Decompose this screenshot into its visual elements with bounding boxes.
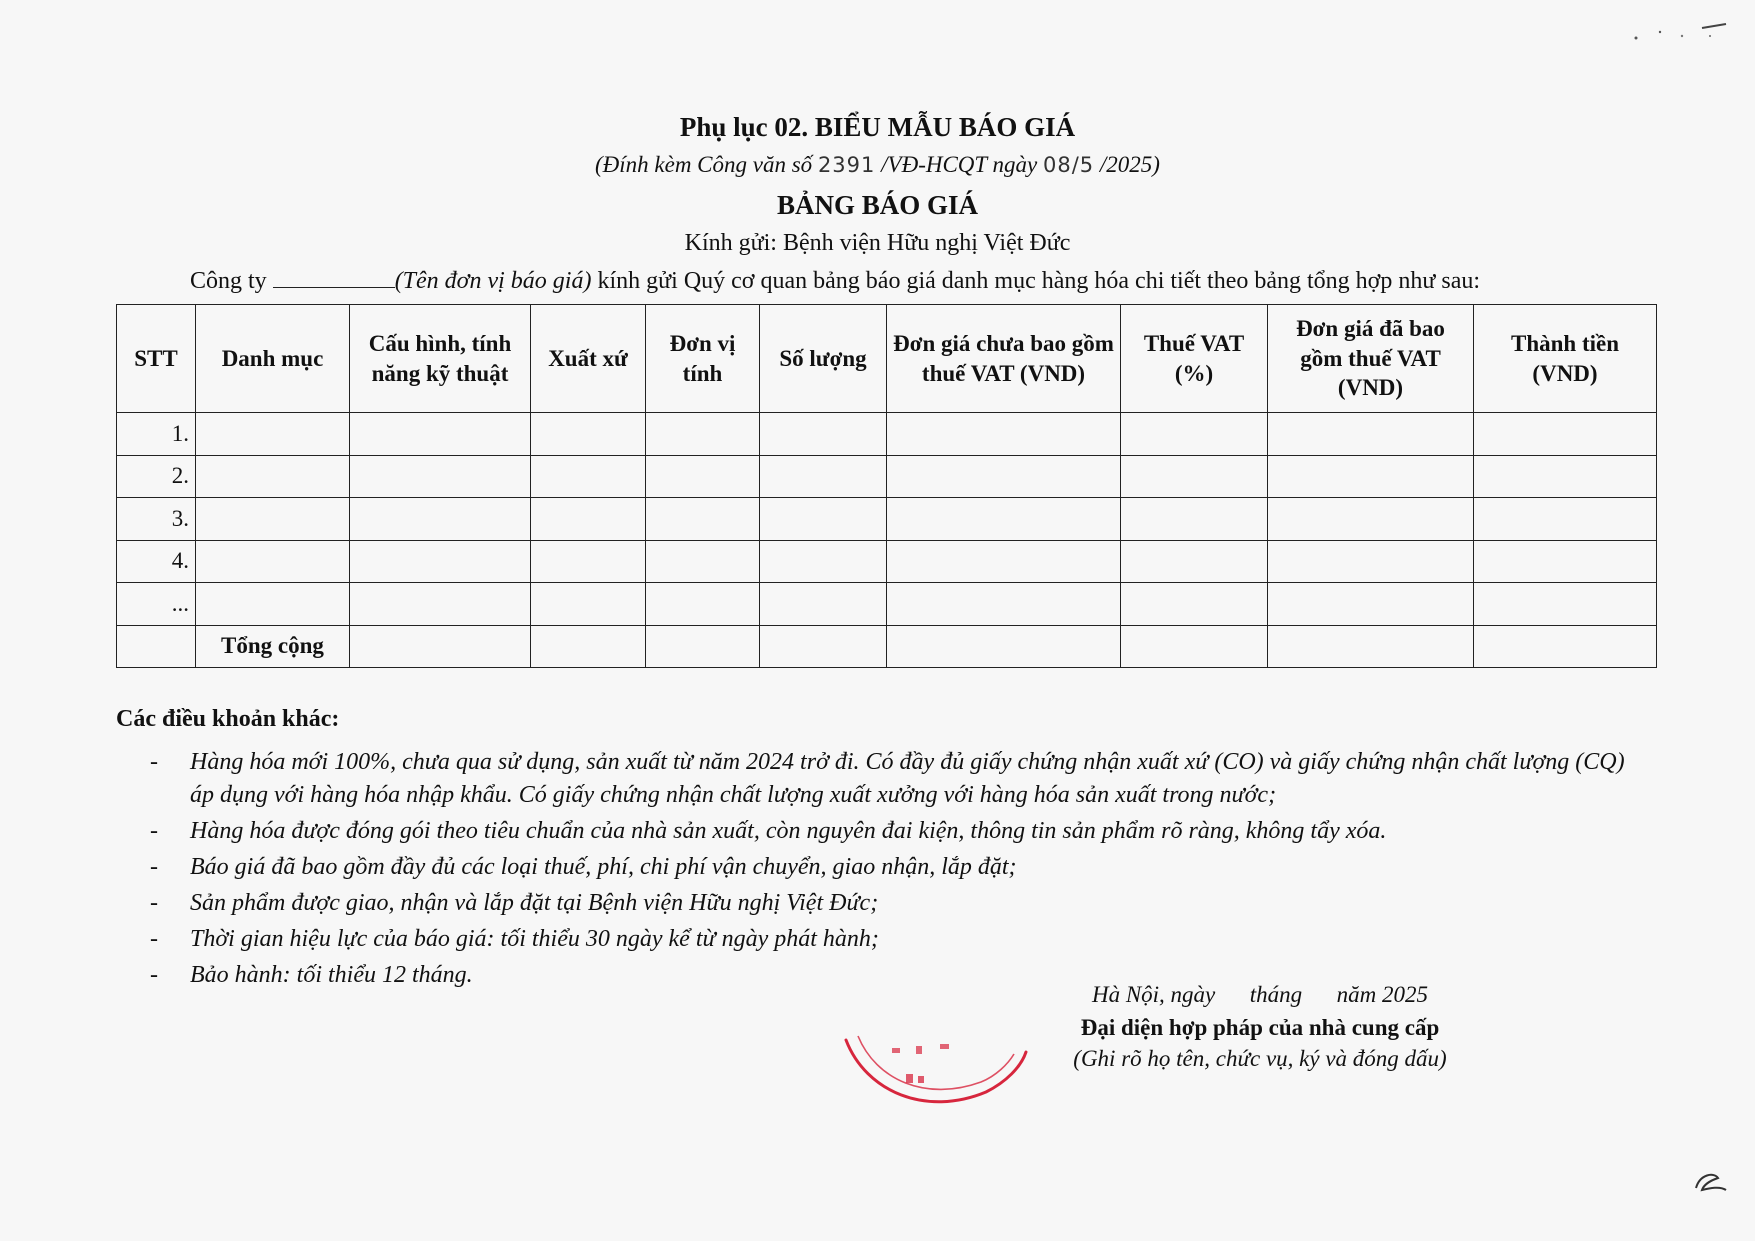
table-cell xyxy=(887,413,1121,456)
table-cell xyxy=(760,625,887,668)
table-cell xyxy=(350,583,531,626)
row-number: 2. xyxy=(117,455,196,498)
col-header: Đơn giá đã bao gồm thuế VAT (VND) xyxy=(1268,305,1474,413)
table-cell xyxy=(1474,498,1657,541)
table-cell xyxy=(760,413,887,456)
col-header: Thành tiền (VND) xyxy=(1474,305,1657,413)
table-total-row xyxy=(117,625,1657,668)
table-cell xyxy=(350,625,531,668)
table-cell xyxy=(196,413,350,456)
table-cell xyxy=(1474,455,1657,498)
term-text: Bảo hành: tối thiểu 12 tháng. xyxy=(190,962,473,988)
total-label: Tổng cộng xyxy=(196,625,350,668)
table-cell xyxy=(1121,455,1268,498)
table-cell xyxy=(117,625,196,668)
subtitle-middle: /VĐ-HCQT ngày xyxy=(875,152,1043,177)
subtitle-prefix: (Đính kèm Công văn số xyxy=(595,152,818,177)
table-row xyxy=(117,583,1657,626)
bullet-dash: - xyxy=(150,818,158,844)
col-header: STT xyxy=(117,305,196,413)
table-cell xyxy=(646,498,760,541)
table-cell xyxy=(1121,540,1268,583)
quote-table xyxy=(116,304,1657,668)
table-cell xyxy=(760,455,887,498)
list-item xyxy=(150,887,1640,920)
table-cell xyxy=(196,540,350,583)
table-cell xyxy=(887,583,1121,626)
document-title: Phụ lục 02. BIỂU MẪU BÁO GIÁ xyxy=(679,112,1076,142)
table-cell xyxy=(196,498,350,541)
table-cell xyxy=(760,540,887,583)
quote-heading: BẢNG BÁO GIÁ xyxy=(776,190,979,220)
list-item xyxy=(150,746,1640,812)
row-number: 1. xyxy=(117,413,196,456)
handwritten-doc-number: 2391 xyxy=(817,153,876,177)
table-cell xyxy=(350,498,531,541)
bullet-dash: - xyxy=(150,854,158,880)
term-text: Thời gian hiệu lực của báo giá: tối thiểu 30 ngày kể từ ngày phát hành; xyxy=(190,926,879,952)
table-cell xyxy=(1121,498,1268,541)
table-cell xyxy=(531,625,646,668)
col-header: Đơn giá chưa bao gồm thuế VAT (VND) xyxy=(887,305,1121,413)
table-cell xyxy=(1268,540,1474,583)
table-cell xyxy=(887,498,1121,541)
company-name-blank xyxy=(273,267,395,288)
table-row xyxy=(117,498,1657,541)
table-cell xyxy=(531,583,646,626)
table-cell xyxy=(1474,625,1657,668)
table-cell xyxy=(1268,498,1474,541)
document-subtitle xyxy=(0,152,1755,178)
intro-prefix: Công ty xyxy=(190,268,273,294)
table-cell xyxy=(1121,583,1268,626)
terms-title: Các điều khoản khác: xyxy=(116,706,340,732)
table-cell xyxy=(760,583,887,626)
terms-list xyxy=(150,746,1640,995)
table-cell xyxy=(196,455,350,498)
table-cell xyxy=(1121,413,1268,456)
list-item xyxy=(150,851,1640,884)
table-cell xyxy=(531,455,646,498)
table-header-row xyxy=(117,305,1657,413)
col-header: Cấu hình, tính năng kỹ thuật xyxy=(350,305,531,413)
initial-mark-icon xyxy=(1690,1168,1730,1198)
table-cell xyxy=(1268,583,1474,626)
table-cell xyxy=(196,583,350,626)
signature-date-line: Hà Nội, ngày tháng năm 2025 xyxy=(1091,982,1429,1007)
row-number: 4. xyxy=(117,540,196,583)
subtitle-suffix: /2025) xyxy=(1094,152,1160,177)
bullet-dash: - xyxy=(150,962,158,988)
table-cell xyxy=(1121,625,1268,668)
table-cell xyxy=(1474,540,1657,583)
table-cell xyxy=(531,413,646,456)
table-cell xyxy=(531,498,646,541)
table-cell xyxy=(1474,583,1657,626)
table-cell xyxy=(646,583,760,626)
table-cell xyxy=(646,625,760,668)
intro-line xyxy=(190,267,1480,295)
term-text: Báo giá đã bao gồm đầy đủ các loại thuế, phí, chi phí vận chuyển, giao nhận, lắp đặt; xyxy=(190,854,1017,880)
list-item xyxy=(150,815,1640,848)
bullet-dash: - xyxy=(150,890,158,916)
list-item xyxy=(150,923,1640,956)
table-cell xyxy=(1268,455,1474,498)
table-cell xyxy=(531,540,646,583)
table-row xyxy=(117,455,1657,498)
table-cell xyxy=(760,498,887,541)
table-row xyxy=(117,413,1657,456)
col-header: Số lượng xyxy=(760,305,887,413)
col-header: Danh mục xyxy=(196,305,350,413)
table-cell xyxy=(350,413,531,456)
table-cell xyxy=(887,455,1121,498)
col-header: Xuất xứ xyxy=(531,305,646,413)
table-cell xyxy=(887,540,1121,583)
row-number: ... xyxy=(117,583,196,626)
col-header: Đơn vị tính xyxy=(646,305,760,413)
table-row xyxy=(117,540,1657,583)
recipient-line: Kính gửi: Bệnh viện Hữu nghị Việt Đức xyxy=(684,230,1071,256)
table-cell xyxy=(350,455,531,498)
signature-note: (Ghi rõ họ tên, chức vụ, ký và đóng dấu) xyxy=(1073,1046,1447,1071)
term-text: Hàng hóa được đóng gói theo tiêu chuẩn của nhà sản xuất, còn nguyên đai kiện, thông tin sản phẩm rõ ràng, không tẩy xóa. xyxy=(190,818,1387,844)
red-stamp-seal-icon xyxy=(836,1022,1036,1122)
table-cell xyxy=(1474,413,1657,456)
table-cell xyxy=(646,540,760,583)
bullet-dash: - xyxy=(150,926,158,952)
table-cell xyxy=(887,625,1121,668)
term-text: Hàng hóa mới 100%, chưa qua sử dụng, sản xuất từ năm 2024 trở đi. Có đầy đủ giấy chứng nhận xuất xứ (CO) và giấy chứng nhận chất lượng (CQ) áp dụng với hàng hóa nhập khẩu. Có giấy chứng nhận chất lượng xuất xưởng với hàng hóa sản xuất trong nước; xyxy=(190,749,1625,808)
company-placeholder: (Tên đơn vị báo giá) xyxy=(394,268,592,294)
handwritten-date: 08/5 xyxy=(1043,153,1095,177)
table-cell xyxy=(1268,625,1474,668)
bullet-dash: - xyxy=(150,749,158,775)
row-number: 3. xyxy=(117,498,196,541)
signature-title: Đại diện hợp pháp của nhà cung cấp xyxy=(1080,1015,1440,1040)
col-header: Thuế VAT (%) xyxy=(1121,305,1268,413)
table-cell xyxy=(646,413,760,456)
intro-suffix: kính gửi Quý cơ quan bảng báo giá danh mục hàng hóa chi tiết theo bảng tổng hợp như sau: xyxy=(591,268,1481,294)
table-cell xyxy=(1268,413,1474,456)
table-cell xyxy=(646,455,760,498)
term-text: Sản phẩm được giao, nhận và lắp đặt tại Bệnh viện Hữu nghị Việt Đức; xyxy=(190,890,879,916)
scan-specks xyxy=(1630,18,1730,48)
table-cell xyxy=(350,540,531,583)
